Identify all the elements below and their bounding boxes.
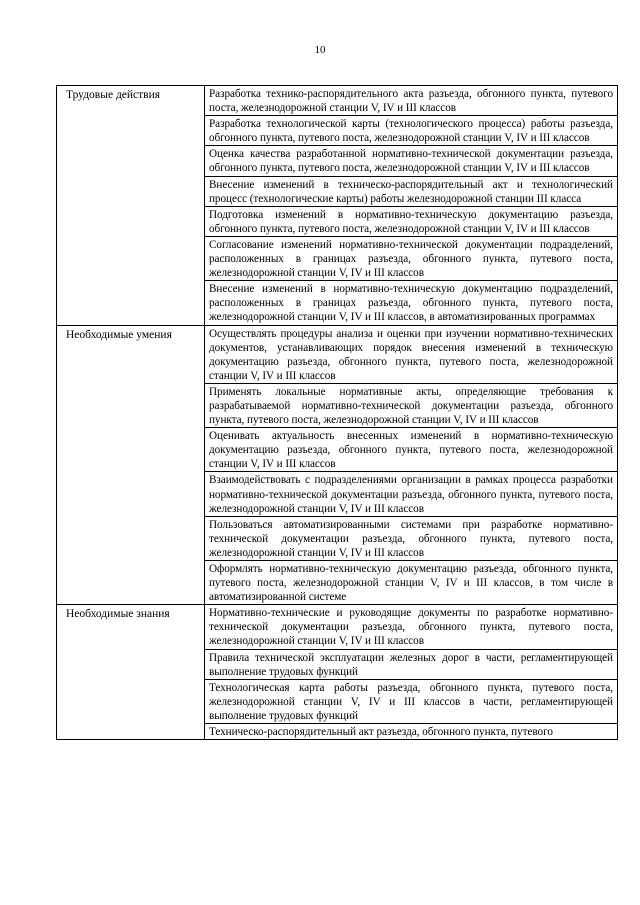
- list-item: Применять локальные нормативные акты, определяющие требования к разрабатываемой нормативно-технической документации разъезда, обгонного пункта, путевого поста, железнодорожной станции V, IV и III классов: [205, 384, 617, 428]
- list-item: Осуществлять процедуры анализа и оценки при изучении нормативно-технических документов, устанавливающих порядок внесения изменений в техническую документацию разъезда, обгонного пункта, путевого поста, железнодорожной станции V, IV и III классов: [205, 326, 617, 384]
- list-item: Взаимодействовать с подразделениями организации в рамках процесса разработки нормативно-технической документации разъезда, обгонного пункта, путевого поста, железнодорожной станции V, IV и III классов: [205, 472, 617, 516]
- list-item: Внесение изменений в техническо-распорядительный акт и технологический процесс (технологические карты) работы железнодорожной станции III класса: [205, 177, 617, 207]
- row-content: [205, 605, 618, 740]
- list-item: Внесение изменений в нормативно-техническую документацию подразделений, расположенных в границах разъезда, обгонного пункта, путевого поста, железнодорожной станции V, IV и III классов, в автоматизированных программах: [209, 283, 613, 324]
- list-item: Оформлять нормативно-техническую документацию разъезда, обгонного пункта, путевого поста, железнодорожной станции V, IV и III классов, в том числе в автоматизированной системе: [209, 563, 613, 604]
- row-label: Необходимые умения: [57, 325, 205, 605]
- list-item: Нормативно-технические и руководящие документы по разработке нормативно-технической документации разъезда, обгонного пункта, путевого поста, железнодорожной станции V, IV и III классов: [205, 605, 617, 649]
- row-label: Необходимые знания: [57, 605, 205, 740]
- list-item: Технологическая карта работы разъезда, обгонного пункта, путевого поста, железнодорожной станции V, IV и III классов в части, регламентирующей выполнение трудовых функций: [205, 680, 617, 724]
- list-item: Разработка технико-распорядительного акта разъезда, обгонного пункта, путевого поста, железнодорожной станции V, IV и III классов: [205, 86, 617, 116]
- list-item: Согласование изменений нормативно-технической документации подразделений, расположенных в границах разъезда, обгонного пункта, путевого поста, железнодорожной станции V, IV и III классов: [205, 237, 617, 281]
- requirements-table: [56, 85, 618, 740]
- list-item: Правила технической эксплуатации железных дорог в части, регламентирующей выполнение трудовых функций: [205, 650, 617, 680]
- table-row-labor-actions: [57, 86, 618, 326]
- page-number: 10: [314, 44, 326, 56]
- list-item: Оценивать актуальность внесенных изменений в нормативно-техническую документацию разъезда, обгонного пункта, путевого поста, железнодорожной станции V, IV и III классов: [205, 428, 617, 472]
- table-row-knowledge: [57, 605, 618, 740]
- list-item: Пользоваться автоматизированными системами при разработке нормативно-технической документации разъезда, обгонного пункта, путевого поста, железнодорожной станции V, IV и III классов: [205, 517, 617, 561]
- table-row-skills: [57, 325, 618, 605]
- list-item: Оценка качества разработанной нормативно-технической документации разъезда, обгонного пункта, путевого поста, железнодорожной станции V, IV и III классов: [205, 146, 617, 176]
- list-item: Разработка технологической карты (технологического процесса) работы разъезда, обгонного пункта, путевого поста, железнодорожной станции V, IV и III классов: [205, 116, 617, 146]
- list-item: Техническо-распорядительный акт разъезда, обгонного пункта, путевого: [209, 726, 553, 739]
- list-item: Подготовка изменений в нормативно-техническую документацию разъезда, обгонного пункта, путевого поста, железнодорожной станции V, IV и III классов: [205, 207, 617, 237]
- row-content: [205, 325, 618, 605]
- row-label: Трудовые действия: [57, 86, 205, 326]
- row-content: [205, 86, 618, 326]
